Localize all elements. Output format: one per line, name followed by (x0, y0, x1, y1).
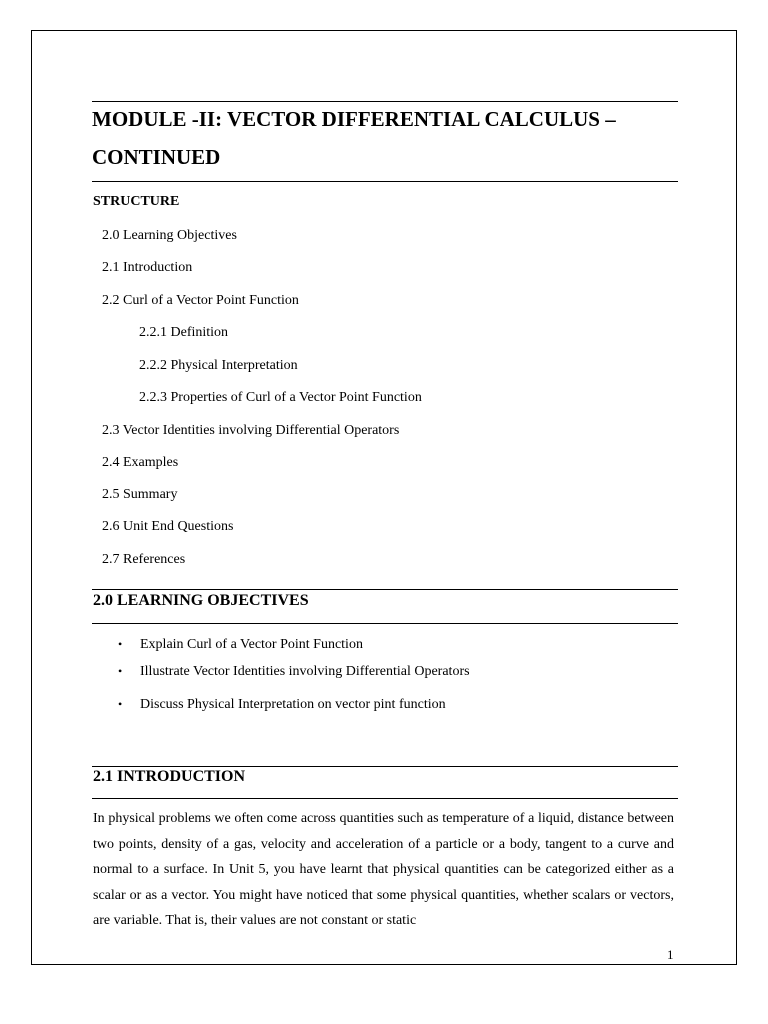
toc-item: 2.6 Unit End Questions (102, 519, 234, 534)
objectives-top-rule (92, 589, 678, 590)
module-title: MODULE -II: VECTOR DIFFERENTIAL CALCULUS – CONTINUED (92, 107, 616, 169)
objective-text: Illustrate Vector Identities involving Differential Operators (140, 664, 470, 679)
toc-item: 2.3 Vector Identities involving Differential Operators (102, 423, 400, 438)
toc-subitem: 2.2.2 Physical Interpretation (139, 358, 298, 373)
toc-subitem: 2.2.1 Definition (139, 325, 229, 340)
objective-text: Explain Curl of a Vector Point Function (140, 637, 363, 652)
toc-item: 2.5 Summary (102, 487, 178, 502)
objective-item (118, 634, 363, 655)
bullet-icon: • (118, 637, 123, 651)
objectives-bottom-rule (92, 623, 678, 624)
introduction-bottom-rule (92, 798, 678, 799)
introduction-heading: 2.1 INTRODUCTION (93, 768, 246, 785)
toc-item: 2.2 Curl of a Vector Point Function (102, 293, 299, 308)
page-number: 1 (667, 947, 674, 962)
toc-subitem: 2.2.3 Properties of Curl of a Vector Point Function (139, 390, 422, 405)
bullet-icon: • (118, 697, 123, 711)
structure-heading: STRUCTURE (93, 194, 180, 209)
toc-item: 2.4 Examples (102, 455, 179, 470)
objective-item (118, 694, 446, 715)
bullet-icon: • (118, 664, 123, 678)
toc-item: 2.0 Learning Objectives (102, 228, 237, 243)
toc-item: 2.7 References (102, 552, 186, 567)
learning-objectives-heading: 2.0 LEARNING OBJECTIVES (93, 592, 309, 609)
introduction-top-rule (92, 766, 678, 767)
objective-text: Discuss Physical Interpretation on vector pint function (140, 697, 446, 712)
introduction-paragraph: In physical problems we often come across quantities such as temperature of a liquid, distance between two points, density of a gas, velocity and acceleration of a particle or a body, tangent to a curve and normal to a surface. In Unit 5, you have learnt that physical quantities can be categorized either as a scalar or as a vector. You might have noticed that some physical quantities, whether scalars or vectors, are variable. That is, their values are not constant or static (93, 811, 674, 928)
objective-item (118, 661, 470, 682)
toc-item: 2.1 Introduction (102, 260, 193, 275)
title-bottom-rule (92, 181, 678, 182)
